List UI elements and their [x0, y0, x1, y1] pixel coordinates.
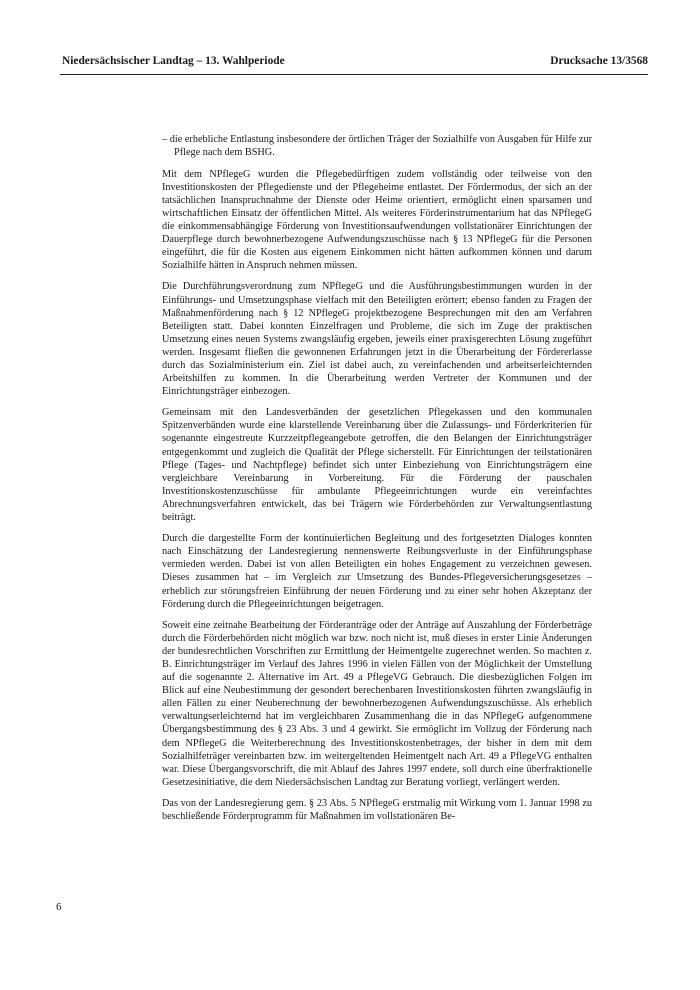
header-rule — [60, 74, 648, 75]
paragraph: Mit dem NPflegeG wurden die Pflegebedürftigen zudem vollständig oder teilweise von den Investitionskosten der Pflegedienste und der Pflegeheime entlastet. Der Fördermodus, der sich an der tatsächlichen Inanspruchnahme der Dienste oder Heime orientiert, ermöglicht einen sparsamen und wirtschaftlichen Einsatz der öffentlichen Mittel. Als weiteres Förderinstrumentarium hat das NPflegeG die einkommensabhängige Förderung von Investitionsaufwendungen vollstationärer Einrichtungen der Dauerpflege durch bewohnerbezogene Aufwendungszuschüsse nach § 13 NPflegeG für die Personen eingeführt, die für die Kosten aus eigenem Einkommen nicht hätten aufkommen können und darum Sozialhilfe hätten in Anspruch nehmen müssen. — [162, 168, 592, 271]
header-title: Niedersächsischer Landtag – 13. Wahlperiode — [62, 55, 285, 67]
page-number: 6 — [56, 901, 62, 913]
document-number: Drucksache 13/3568 — [550, 55, 648, 67]
paragraph-dash-item: – die erhebliche Entlastung insbesondere der örtlichen Träger der Sozialhilfe von Ausgaben für Hilfe zur Pflege nach dem BSHG. — [162, 134, 592, 159]
body-text — [162, 133, 592, 832]
page-header — [62, 55, 648, 75]
paragraph: Das von der Landesregierung gem. § 23 Abs. 5 NPflegeG erstmalig mit Wirkung vom 1. Januar 1998 zu beschließende Förderprogramm für Maßnahmen im vollstationären Be- — [162, 798, 592, 823]
paragraph: Gemeinsam mit den Landesverbänden der gesetzlichen Pflegekassen und den kommunalen Spitzenverbänden wurde eine klarstellende Vereinbarung über die Zulassungs- und Förderkriterien für sogenannte eingestreute Kurzzeitpflegeangebote getroffen, die den Belangen der Einrichtungsträger entgegenkommt und zugleich die Qualität der Pflege sicherstellt. Für Einrichtungen der teilstationären Pflege (Tages- und Nachtpflege) befindet sich unter Einbeziehung von Einrichtungsträgern eine vergleichbare Vereinbarung in Vorbereitung. Für die Förderung der pauschalen Investitionskostenzuschüsse für ambulante Pflegeeinrichtungen wurde ein vereinfachtes Abrechnungsverfahren entwickelt, das bei Trägern wie Förderbehörden zur Verwaltungsentlastung beiträgt. — [162, 407, 592, 523]
paragraph: Durch die dargestellte Form der kontinuierlichen Begleitung und des fortgesetzten Dialoges konnten nach Einschätzung der Landesregierung nennenswerte Reibungsverluste in der Einführungsphase vermieden werden. Dabei ist von allen Beteiligten ein hohes Engagement zu verzeichnen gewesen. Dieses zusammen hat – im Vergleich zur Umsetzung des Bundes-Pflegeversicherungsgesetzes – erheblich zur störungsfreien Einführung der neuen Förderung und zu einer sehr hohen Akzeptanz der Förderung durch die Pflegeeinrichtungen beigetragen. — [162, 533, 592, 610]
paragraph: Soweit eine zeitnahe Bearbeitung der Förderanträge oder der Anträge auf Auszahlung der Förderbeträge durch die Förderbehörden nicht möglich war bzw. noch nicht ist, muß dieses in erster Linie Änderungen der bundesrechtlichen Vorschriften zur Ermittlung der Heimentgelte zugerechnet werden. So machten z. B. Einrichtungsträger im Verlauf des Jahres 1996 in vielen Fällen von der Möglichkeit der Umstellung auf die sogenannte 2. Alternative im Art. 49 a PflegeVG Gebrauch. Die diesbezüglichen Folgen im Blick auf eine Neubestimmung der gesondert berechenbaren Investitionskosten führten zwangsläufig in allen Fällen zu einer Neuberechnung der bewohnerbezogenen Aufwendungszuschüsse. Als erheblich verwaltungserleichternd hat im vergleichbaren Zusammenhang die in das NPflegeG aufgenommene Übergangsbestimmung des § 23 Abs. 3 und 4 gewirkt. Sie ermöglicht im Vollzug der Förderung nach dem NPflegeG die Weiterberechnung des Investitionskostenbetrages, der bisher in dem mit dem Sozialhilfeträger vereinbarten bzw. im weitergeltenden Heimentgelt nach Art. 49 a PflegeVG enthalten war. Diese Übergangsvorschrift, die mit Ablauf des Jahres 1997 endete, soll durch eine überfraktionelle Gesetzesinitiative, die dem Niedersächsischen Landtag zur Beratung vorliegt, verlängert werden. — [162, 620, 592, 788]
paragraph: Die Durchführungsverordnung zum NPflegeG und die Ausführungsbestimmungen wurden in der Einführungs- und Umsetzungsphase vielfach mit den Beteiligten erörtert; ebenso fanden zu Fragen der Maßnahmenförderung nach § 12 NPflegeG projektbezogene Besprechungen mit den am Verfahren Beteiligten statt. Dabei konnten Einzelfragen und Probleme, die sich im Zuge der praktischen Umsetzung eines neuen Systems zwangsläufig ergeben, jeweils einer praxisgerechten Lösung zugeführt werden. Insgesamt fließen die gewonnenen Erfahrungen jetzt in die Überarbeitung der Fördererlasse durch das Sozialministerium ein. Ziel ist dabei auch, zu vereinfachenden und arbeitserleichternden Arbeitshilfen zu kommen. In die Überarbeitung werden Vertreter der Kommunen und der Einrichtungsträger einbezogen. — [162, 281, 592, 397]
